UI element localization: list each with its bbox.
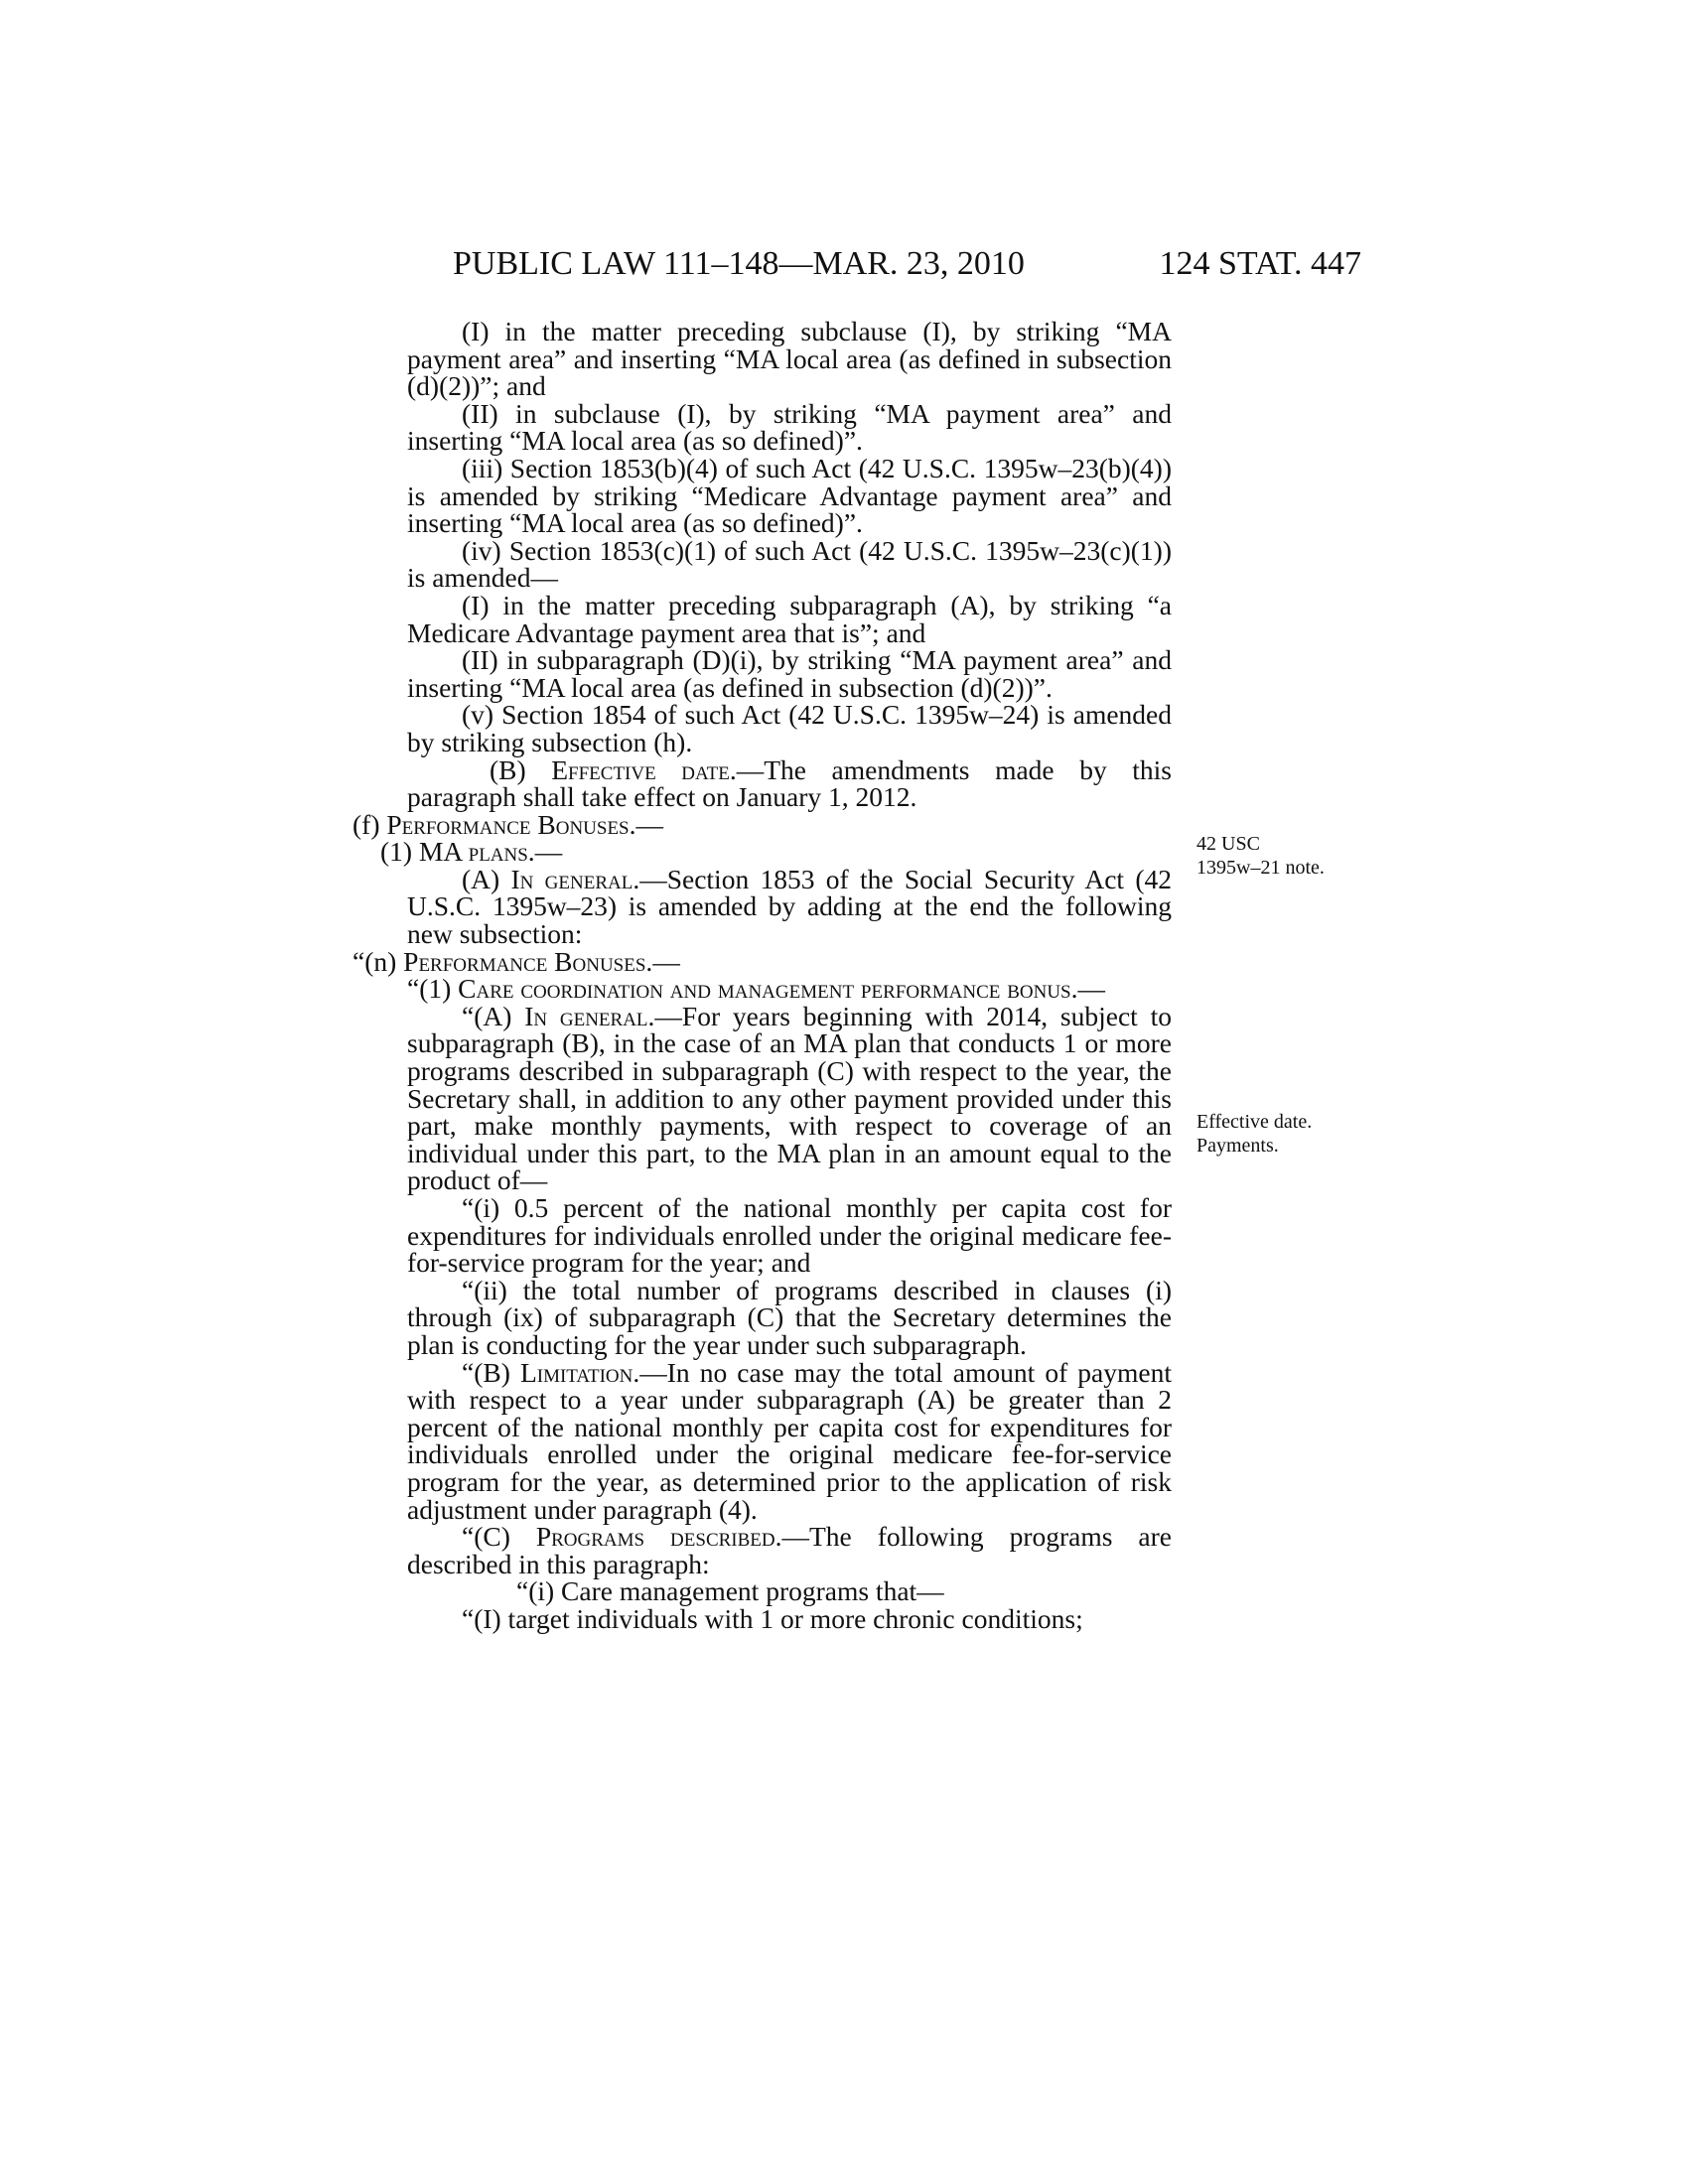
text-paragraph: (1) MA plans.— [380,836,563,868]
text-paragraph: “(A) In general.—For years beginning with 2014, subject to subparagraph (B), in the case of an MA plan that conducts 1 or more programs described in subparagraph (C) with respect to the year, the Secretary shall, in addition to any other payment provided under this part, make monthly payments, with respect to coverage of an individual under this part, to the MA plan in an amount equal to the product of— [407,1000,1172,1196]
text-paragraph: (I) in the matter preceding subclause (I), by striking “MA payment area” and inserting “MA local area (as defined in subsection (d)(2))”; and [407,316,1172,402]
margin-note-line: 42 USC [1196,833,1260,855]
text-paragraph: “(i) Care management programs that— [516,1575,944,1607]
margin-note-line: Payments. [1196,1135,1279,1157]
statute-text [352,316,1172,1634]
text-paragraph: (II) in subclause (I), by striking “MA payment area” and inserting “MA local area (as so defined)”. [407,397,1172,457]
statute-page-number: 124 STAT. 447 [1159,245,1361,282]
text-paragraph: (B) Effective date.—The amendments made by this paragraph shall take effect on January 1, 2012. [407,753,1172,813]
text-paragraph: “(C) Programs described.—The following programs are described in this paragraph: [407,1521,1172,1579]
text-paragraph: (v) Section 1854 of such Act (42 U.S.C. 1395w–24) is amended by striking subsection (h). [407,699,1172,757]
text-paragraph: (I) in the matter preceding subparagraph (A), by striking “a Medicare Advantage payment area that is”; and [407,589,1172,648]
text-paragraph: “(B) Limitation.—In no case may the total amount of payment with respect to a year under subparagraph (A) be greater than 2 percent of the national monthly per capita cost for expenditures for individuals enrolled under the original medicare fee-for-service program for the year, as determined prior to the application of risk adjustment under paragraph (4). [407,1356,1172,1525]
margin-note-line: Effective date. [1196,1111,1313,1133]
text-paragraph: “(I) target individuals with 1 or more chronic conditions; [462,1602,1083,1634]
margin-note-effective-date [1196,1110,1312,1158]
text-paragraph: (f) Performance Bonuses.— [352,808,664,840]
text-paragraph: (iii) Section 1853(b)(4) of such Act (42 U.S.C. 1395w–23(b)(4)) is amended by striking “Medicare Advantage payment area” and inserting “MA local area (as so defined)”. [407,452,1172,539]
text-paragraph: (A) In general.—Section 1853 of the Social Security Act (42 U.S.C. 1395w–23) is amended by adding at the end the following new subsection: [407,863,1172,950]
text-paragraph: “(n) Performance Bonuses.— [352,945,680,977]
text-paragraph: (iv) Section 1853(c)(1) of such Act (42 U.S.C. 1395w–23(c)(1)) is amended— [407,534,1172,594]
text-paragraph: “(ii) the total number of programs described in clauses (i) through (ix) of subparagraph (C) that the Secretary determines the plan is conducting for the year under such subparagraph. [407,1274,1172,1360]
margin-note-citation [1196,832,1325,880]
text-paragraph: (II) in subparagraph (D)(i), by striking “MA payment area” and inserting “MA local area (as defined in subsection (d)(2))”. [407,644,1172,703]
public-law-citation: PUBLIC LAW 111–148—MAR. 23, 2010 [453,245,1025,282]
page-header [453,244,1361,284]
margin-note-line: 1395w–21 note. [1196,857,1325,879]
text-paragraph: “(1) Care coordination and management performance bonus.— [407,973,1105,1005]
text-paragraph: “(i) 0.5 percent of the national monthly per capita cost for expenditures for individuals enrolled under the original medicare fee-for-service program for the year; and [407,1192,1172,1279]
